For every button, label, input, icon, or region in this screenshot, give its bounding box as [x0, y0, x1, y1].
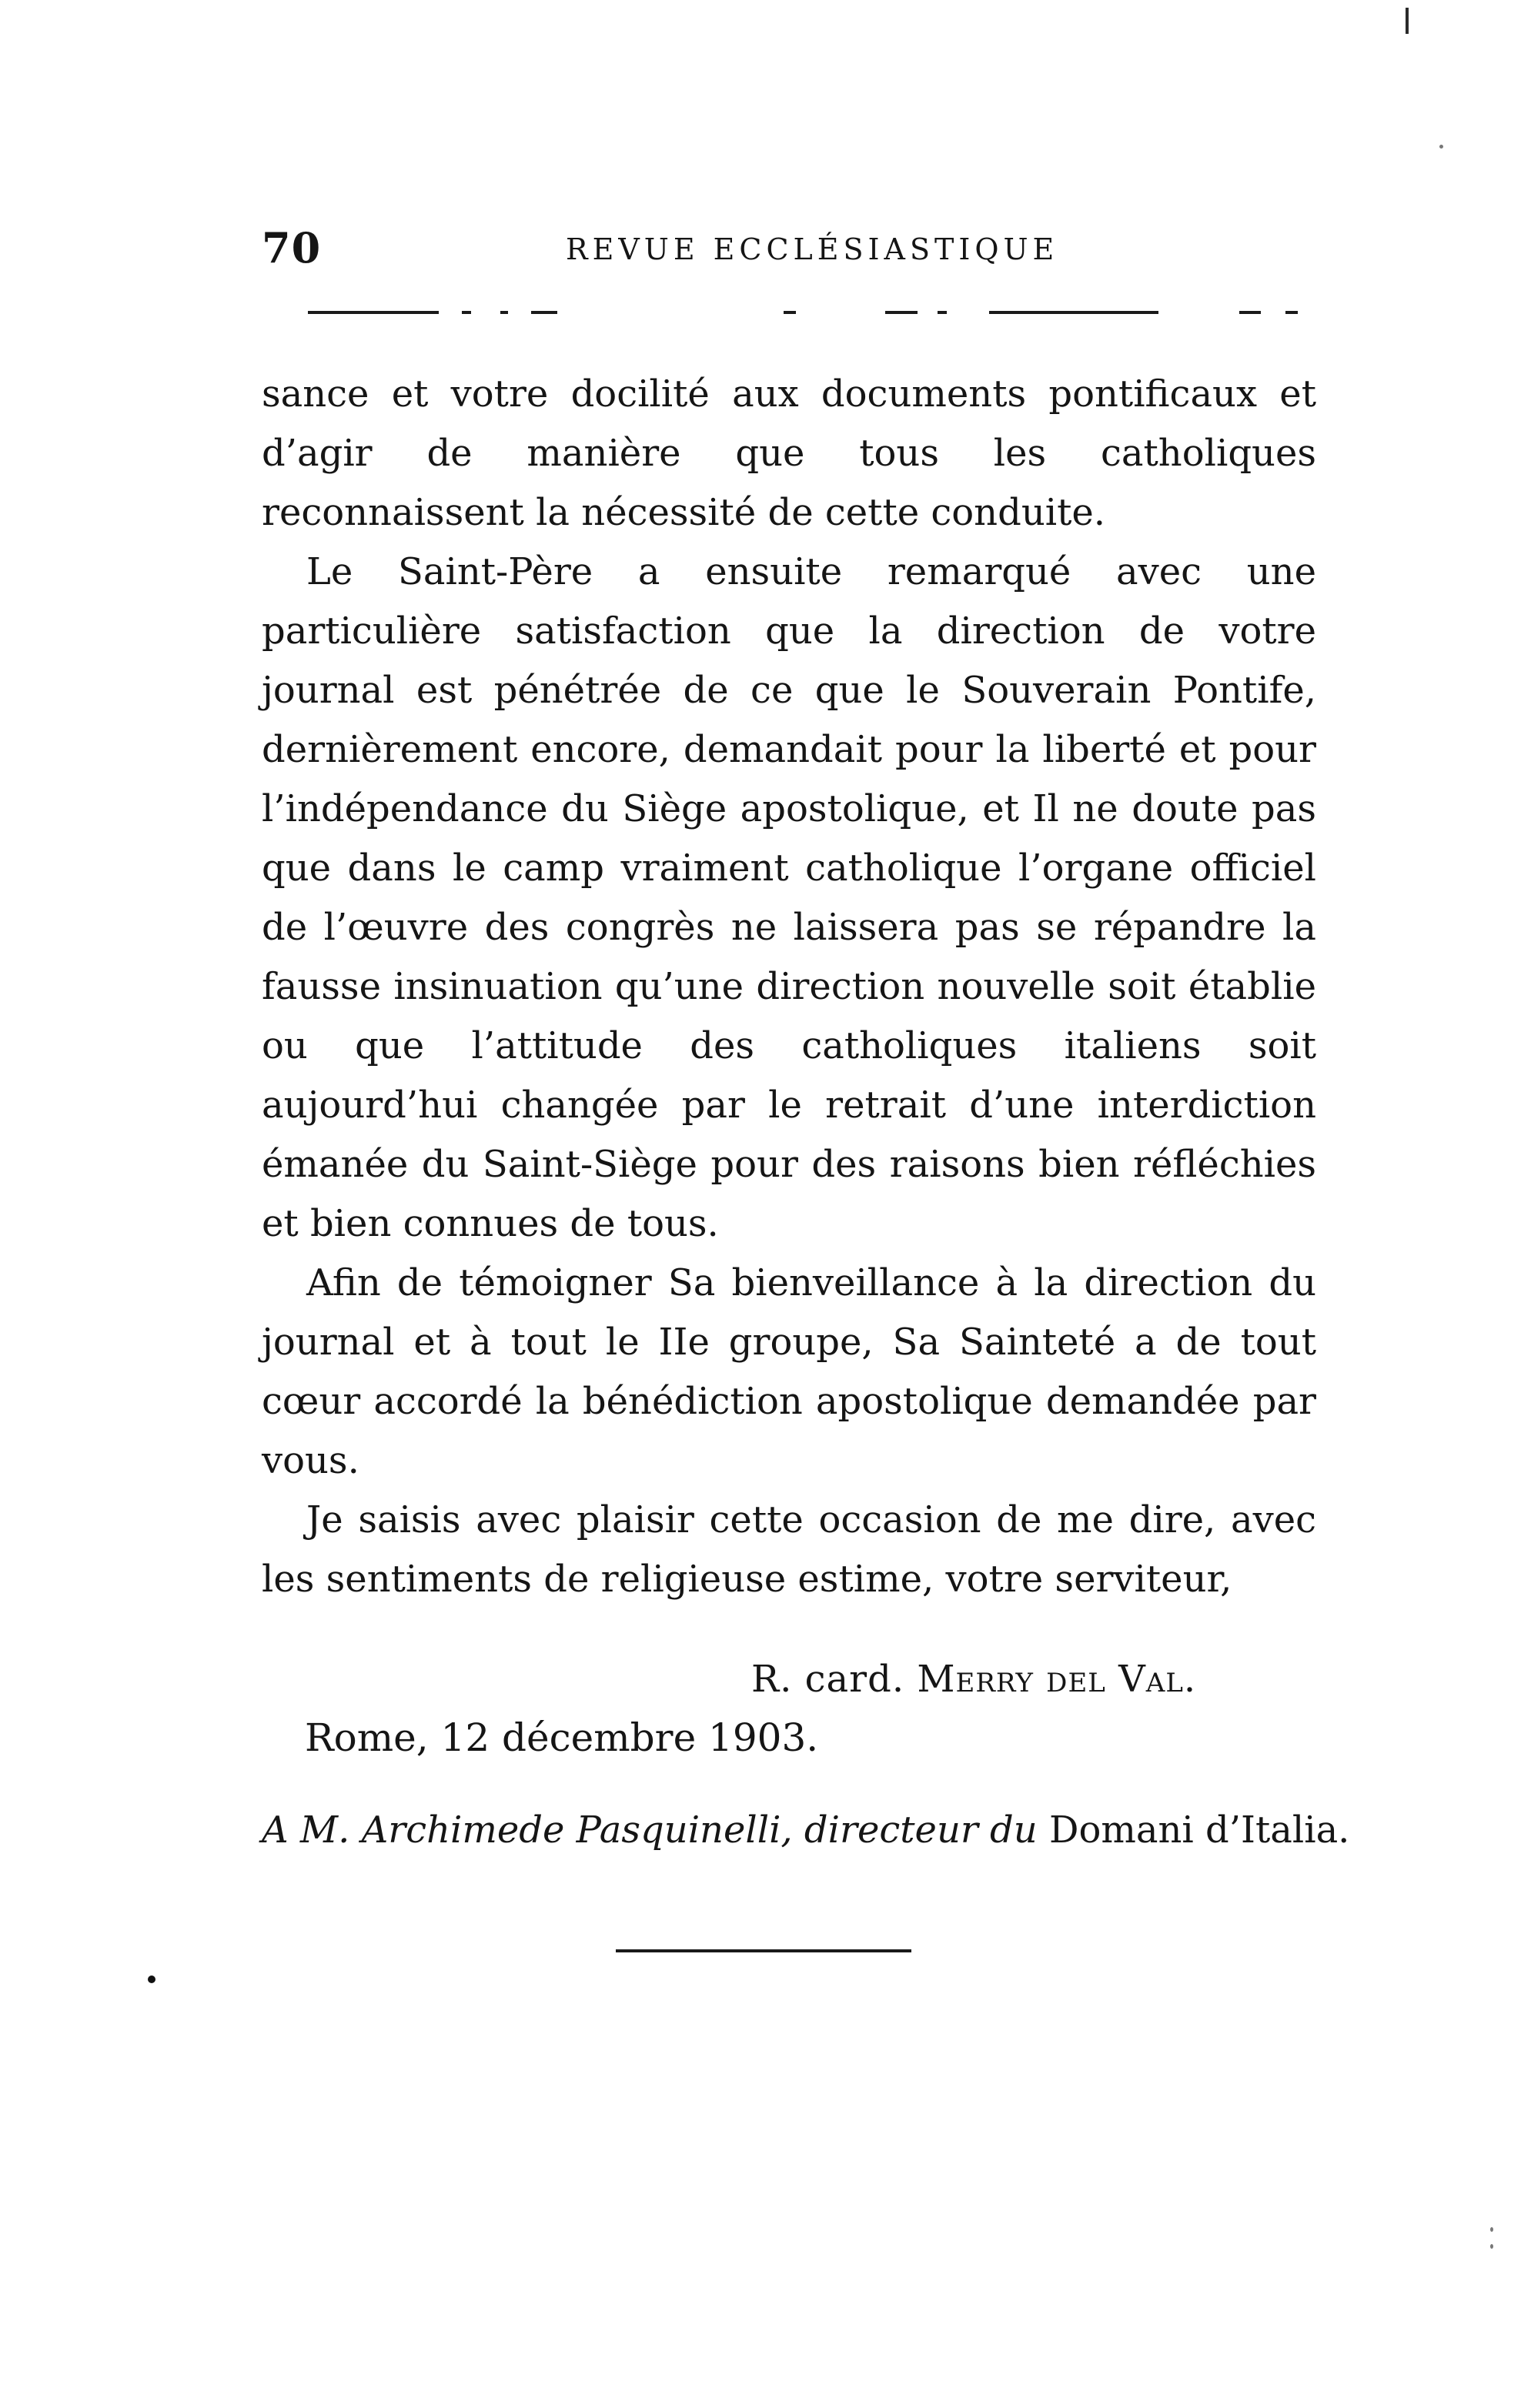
header-divider-segment — [500, 311, 508, 314]
scan-speck — [1490, 2244, 1493, 2249]
addressee-name: A M. Archimede Pasquinelli, directeur du — [262, 1809, 1038, 1852]
header-divider-segment — [885, 311, 918, 314]
dateline: Rome, 12 décembre 1903. — [305, 1715, 819, 1760]
signature-line — [751, 1655, 1196, 1704]
header-divider-segment — [462, 311, 471, 314]
header-divider-segment — [784, 311, 796, 314]
header-divider-segment — [1285, 311, 1298, 314]
margin-bullet — [148, 1975, 155, 1983]
closing-rule — [616, 1949, 911, 1952]
signature-name: Merry del Val. — [917, 1658, 1197, 1701]
signature-prefix: R. card. — [751, 1658, 905, 1701]
paragraph-closing: Je saisis avec plaisir cette occasion de me dire, avec les sentiments de religieuse estime, votre serviteur, — [262, 1498, 1316, 1601]
header-divider-segment — [989, 311, 1158, 314]
paragraph-saint-pere: Le Saint-Père a ensuite remarqué avec une particulière satisfaction que la direction de votre journal est pénétrée de ce que le Souverain Pontife, dernièrement encore, demandait pour la liberté et pour l’indépendance du Siège apostolique, et Il ne doute pas que dans le camp vraiment catholique l’organe officiel de l’œuvre des congrès ne laissera pas se répandre la fausse insinuation qu’une direction nouvelle soit établie ou que l’attitude des catholiques italiens soit aujourd’hui changée par le retrait d’une interdiction émanée du Saint-Siège pour des raisons bien réfléchies et bien connues de tous. — [262, 550, 1316, 1245]
addressee-line — [262, 1805, 1350, 1855]
publication-name: Domani d’Italia. — [1048, 1809, 1350, 1852]
page-header — [262, 225, 1309, 271]
running-head: REVUE ECCLÉSIASTIQUE — [566, 232, 1059, 266]
page-number: 70 — [262, 223, 322, 272]
paragraph-benediction: Afin de témoigner Sa bienveillance à la direction du journal et à tout le IIe groupe, Sa Sainteté a de tout cœur accordé la bénédiction apostolique demandée par vous. — [262, 1261, 1316, 1482]
header-divider-segment — [938, 311, 947, 314]
scan-speck — [1439, 145, 1443, 149]
header-divider-segment — [1239, 311, 1261, 314]
header-divider-segment — [308, 311, 439, 314]
scan-speck — [1490, 2227, 1493, 2232]
paragraph-continuation: sance et votre docilité aux documents pontificaux et d’agir de manière que tous les catholiques reconnaissent la nécessité de cette conduite. — [262, 372, 1316, 534]
scan-edge-mark — [1406, 8, 1409, 34]
header-divider-segment — [531, 311, 557, 314]
letter-body — [262, 365, 1316, 1609]
